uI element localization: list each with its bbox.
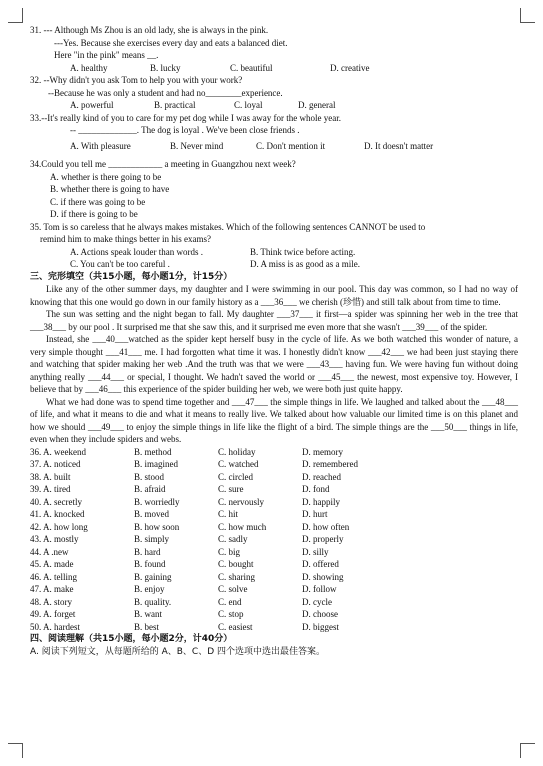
option[interactable]: D. showing — [302, 571, 344, 582]
question-31: 31. --- Although Ms Zhou is an old lady, she is always in the pink. — [30, 25, 269, 35]
option[interactable]: C. bought — [218, 559, 254, 569]
reading-instruction: A. 阅读下列短文，从每题所给的 A、B、C、D 四个选项中选出最佳答案。 — [30, 646, 325, 657]
option[interactable]: B. whether there is going to have — [50, 184, 170, 194]
option[interactable]: B. best — [134, 621, 160, 632]
option[interactable]: C. beautiful — [230, 62, 273, 73]
option[interactable]: 47. A. make — [30, 584, 74, 594]
option-row — [30, 583, 518, 596]
option[interactable]: C. sure — [218, 484, 244, 494]
option[interactable]: C. loyal — [234, 100, 263, 110]
option[interactable]: B. enjoy — [134, 584, 165, 594]
option-row — [30, 521, 518, 534]
option-row — [30, 471, 518, 484]
question-33-reply: -- _____________. The dog is loyal . We've been close friends . — [70, 125, 300, 135]
option[interactable]: C. sadly — [218, 534, 248, 544]
option[interactable]: 38. A. built — [30, 471, 71, 482]
option[interactable]: C. big — [218, 546, 241, 557]
option-row — [30, 596, 518, 609]
question-35-options-2 — [30, 258, 518, 271]
option[interactable]: C. easiest — [218, 621, 253, 632]
option[interactable]: C. end — [218, 596, 242, 607]
passage-paragraph: Like any of the other summer days, my daughter and I were swimming in our pool. This day was common, so I had no way of knowing that this one would go down in our family history as a ___36___ we cherish (珍惜) and still talk about from time to time. — [30, 284, 518, 307]
option[interactable]: C. Don't mention it — [256, 140, 326, 151]
question-35-cont: remind him to make things better in his exams? — [40, 234, 211, 244]
option[interactable]: B. quality. — [134, 596, 172, 607]
question-31-prompt: Here "in the pink" means __. — [54, 50, 159, 60]
option[interactable]: B. gaining — [134, 571, 172, 582]
question-33: 33.--It's really kind of you to care for my pet dog while I was away for the whole year. — [30, 112, 342, 123]
option[interactable]: A. whether is there going to be — [50, 171, 162, 182]
cloze-options — [30, 446, 518, 634]
section-heading-cloze: 三、完形填空（共15小题，每小题1分，计15分） — [30, 271, 233, 282]
option-row — [30, 483, 518, 496]
option[interactable]: D. happily — [302, 496, 340, 507]
option-row — [30, 496, 518, 509]
option[interactable]: 37. A. noticed — [30, 459, 81, 469]
option[interactable]: 45. A. made — [30, 559, 74, 569]
option[interactable]: D. remembered — [302, 459, 358, 469]
option[interactable]: D. It doesn't matter — [364, 140, 434, 151]
option[interactable]: 43. A. mostly — [30, 534, 79, 544]
option-row — [30, 446, 518, 459]
option-row — [30, 621, 518, 634]
option[interactable]: D. how often — [302, 521, 350, 532]
option[interactable]: B. moved — [134, 509, 169, 519]
option[interactable]: C. circled — [218, 471, 253, 482]
option[interactable]: D. choose — [302, 609, 338, 619]
option[interactable]: D. creative — [330, 62, 370, 73]
option[interactable]: B. stood — [134, 471, 165, 482]
option[interactable]: B. lucky — [150, 62, 181, 73]
option[interactable]: B. Never mind — [170, 140, 224, 151]
question-34: 34.Could you tell me ____________ a meeting in Guangzhou next week? — [30, 159, 296, 169]
option[interactable]: D. biggest — [302, 621, 339, 632]
option[interactable]: D. A miss is as good as a mile. — [250, 259, 360, 269]
option[interactable]: C. stop — [218, 609, 244, 619]
option[interactable]: D. if there is going to be — [50, 209, 138, 219]
option[interactable]: 39. A. tired — [30, 484, 71, 494]
option-row — [30, 533, 518, 546]
option[interactable]: C. how much — [218, 521, 267, 532]
option[interactable]: B. Think twice before acting. — [250, 246, 356, 257]
option[interactable]: C. solve — [218, 584, 248, 594]
option[interactable]: 41. A. knocked — [30, 509, 85, 519]
option[interactable]: B. want — [134, 609, 162, 619]
question-32: 32. --Why didn't you ask Tom to help you with your work? — [30, 75, 243, 85]
passage-paragraph: Instead, she ___40___watched as the spider kept herself busy in the cycle of life. As we both watched this wonder of nature, a very simple thought ___41___ me. I had forgotten what time it was. I honestly didn't know ___42___ we had been just staying there and watching that spider making her web .And the truth was that we were ___43___ having fun. We were having fun without doing anything really ___44___ or special, I thought. We hadn't saved the world or ___45___ the newest, most expensive toy. However, I believe that by ___46___ this experience of the spider building her web, we were both just quite happy. — [30, 334, 518, 394]
option[interactable]: D. memory — [302, 446, 343, 457]
option[interactable]: B. imagined — [134, 459, 178, 469]
option-row — [30, 558, 518, 571]
option-row — [30, 458, 518, 471]
option[interactable]: 48. A. story — [30, 596, 73, 607]
option[interactable]: D. fond — [302, 484, 330, 494]
question-31-options — [30, 62, 518, 75]
option[interactable]: D. reached — [302, 471, 341, 482]
option[interactable]: 46. A. telling — [30, 571, 77, 582]
passage-paragraph: The sun was setting and the night began to fall. My daughter ___37___ it first—a spider was spinning her web in the tree that ___38___ by our pool . It surprised me that she saw this, and it surprised me even more that she wasn't ___39___ of the spider. — [30, 309, 518, 332]
option-row — [30, 608, 518, 621]
question-32-reply: --Because he was only a student and had no________experience. — [48, 87, 283, 98]
option[interactable]: D. offered — [302, 559, 339, 569]
exam-content — [30, 24, 518, 658]
option[interactable]: B. worriedly — [134, 496, 180, 507]
crop-mark-top-left — [8, 8, 23, 23]
option[interactable]: A. powerful — [70, 100, 114, 110]
section-heading-reading: 四、阅读理解（共15小题，每小题2分，计40分） — [30, 634, 233, 644]
option[interactable]: 40. A. secretly — [30, 496, 82, 507]
question-32-options — [30, 99, 518, 112]
crop-mark-top-right — [520, 8, 535, 23]
option[interactable]: B. practical — [154, 100, 196, 110]
option[interactable]: 50. A. hardest — [30, 621, 80, 632]
option[interactable]: B. hard — [134, 546, 161, 557]
option[interactable]: B. afraid — [134, 484, 166, 494]
option[interactable]: C. holiday — [218, 446, 256, 457]
option[interactable]: C. hit — [218, 509, 239, 519]
option[interactable]: 49. A. forget — [30, 609, 76, 619]
question-35: 35. Tom is so careless that he always makes mistakes. Which of the following sentences CANNOT be used to — [30, 221, 426, 232]
option[interactable]: C. nervously — [218, 496, 264, 507]
option[interactable]: C. watched — [218, 459, 259, 469]
option[interactable]: D. follow — [302, 584, 337, 594]
option[interactable]: D. hurt — [302, 509, 328, 519]
option[interactable]: A. Actions speak louder than words . — [70, 246, 203, 257]
option[interactable]: D. cycle — [302, 596, 332, 607]
crop-mark-bottom-right — [520, 743, 535, 758]
question-35-options-1 — [30, 246, 518, 259]
option[interactable]: B. how soon — [134, 521, 180, 532]
option[interactable]: B. found — [134, 559, 166, 569]
option-row — [30, 508, 518, 521]
option[interactable]: C. sharing — [218, 571, 255, 582]
option[interactable]: C. if there was going to be — [50, 196, 146, 207]
option[interactable]: C. You can't be too careful . — [70, 259, 170, 269]
question-31-reply: ---Yes. Because she exercises every day and eats a balanced diet. — [54, 37, 288, 48]
option[interactable]: D. general — [298, 100, 336, 110]
option[interactable]: 36. A. weekend — [30, 446, 86, 457]
option-row — [30, 546, 518, 559]
option[interactable]: 42. A. how long — [30, 521, 88, 532]
option[interactable]: B. simply — [134, 534, 170, 544]
option[interactable]: B. method — [134, 446, 172, 457]
option-row — [30, 571, 518, 584]
question-33-options — [30, 140, 518, 153]
option[interactable]: A. healthy — [70, 62, 108, 73]
option[interactable]: D. silly — [302, 546, 329, 557]
crop-mark-bottom-left — [8, 743, 23, 758]
option[interactable]: 44. A .new — [30, 546, 69, 557]
option[interactable]: D. properly — [302, 534, 344, 544]
option[interactable]: A. With pleasure — [70, 140, 131, 151]
passage-paragraph: What we had done was to spend time together and ___47___ the simple things in life. We laughed and talked about the ___48___ of life, and what it means to die and what it means to really live. We talked about how valuable our limited time is on this planet and how we should ___49___ to enjoy the simple things in life like the flight of a bird. The simple things are the ___50___ things in life, even when they include spiders and webs. — [30, 396, 518, 444]
